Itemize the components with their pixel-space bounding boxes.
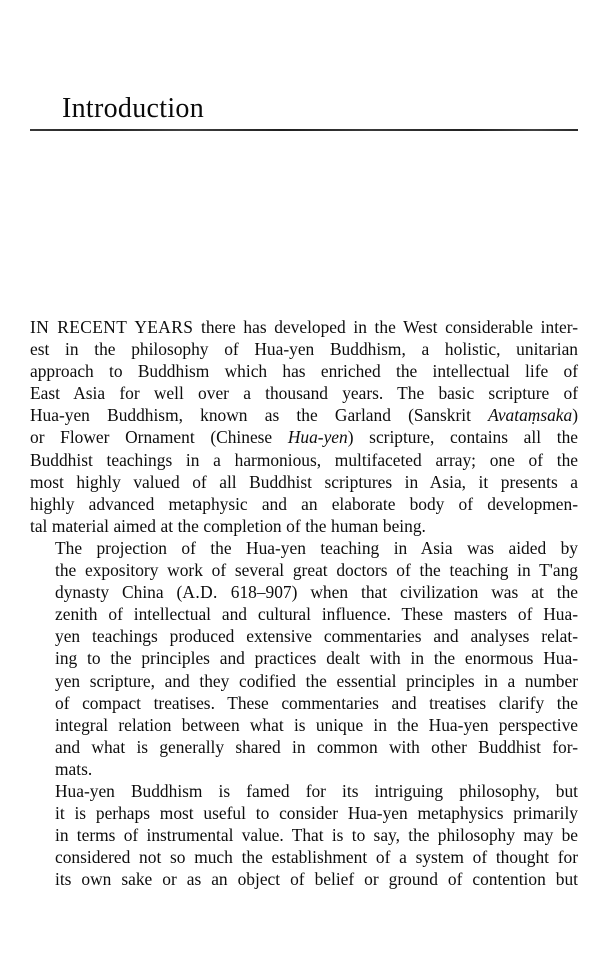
text-line: zenith of intellectual and cultural influence. These masters of Hua- — [55, 604, 578, 625]
text-line: considered not so much the establishment of a system of thought for — [55, 847, 578, 868]
text-line: yen teachings produced extensive commentaries and analyses relat- — [55, 626, 578, 647]
text-line: The projection of the Hua-yen teaching in Asia was aided by — [55, 537, 578, 558]
text-line: and what is generally shared in common with other Buddhist for- — [55, 736, 578, 757]
text-line: approach to Buddhism which has enriched the intellectual life of — [30, 361, 578, 382]
paragraph-1 — [30, 316, 578, 537]
text-line: dynasty China (A.D. 618–907) when that civilization was at the — [55, 582, 578, 603]
text-line: Hua-yen Buddhism, known as the Garland (Sanskrit Avataṃsaka) — [30, 405, 578, 426]
small-caps-opening: IN RECENT YEARS — [30, 317, 194, 337]
paragraph-2 — [30, 537, 578, 780]
text-line: Buddhist teachings in a harmonious, multifaceted array; one of the — [30, 449, 578, 470]
page-title: Introduction — [62, 93, 205, 124]
text-line: yen scripture, and they codified the essential principles in a number — [55, 670, 578, 691]
chapter-header — [30, 92, 578, 131]
text-line: integral relation between what is unique in the Hua-yen perspective — [55, 714, 578, 735]
date-range: 618–907 — [230, 582, 292, 603]
text-line: highly advanced metaphysic and an elaborate body of developmen- — [30, 493, 578, 514]
paragraph-3 — [30, 780, 578, 890]
heading-divider — [30, 129, 578, 131]
text-line: IN RECENT YEARS there has developed in the West considerable inter- — [30, 317, 578, 337]
text-line: or Flower Ornament (Chinese Hua-yen) scripture, contains all the — [30, 427, 578, 448]
text-line: est in the philosophy of Hua-yen Buddhism, a holistic, unitarian — [30, 339, 578, 360]
text-line: Hua-yen Buddhism is famed for its intriguing philosophy, but — [55, 780, 578, 801]
text-line: East Asia for well over a thousand years. The basic scripture of — [30, 383, 578, 404]
italic-term-avatamsaka: Avataṃsaka — [488, 405, 573, 426]
text-line: it is perhaps most useful to consider Hua-yen metaphysics primarily — [55, 803, 578, 824]
text-line: most highly valued of all Buddhist scriptures in Asia, it presents a — [30, 471, 578, 492]
text-line: tal material aimed at the completion of the human being. — [30, 515, 426, 536]
body-text-block — [30, 316, 578, 890]
small-caps-ad: A.D. — [182, 582, 218, 603]
text-line: mats. — [55, 758, 93, 779]
text-line: in terms of instrumental value. That is to say, the philosophy may be — [55, 825, 578, 846]
text-line: its own sake or as an object of belief or ground of contention but — [55, 869, 578, 890]
italic-term-huayen: Hua-yen — [287, 427, 348, 448]
text-line: of compact treatises. These commentaries and treatises clarify the — [55, 692, 578, 713]
text-line: ing to the principles and practices dealt with in the enormous Hua- — [55, 648, 578, 669]
text-line: the expository work of several great doctors of the teaching in T'ang — [55, 560, 578, 581]
